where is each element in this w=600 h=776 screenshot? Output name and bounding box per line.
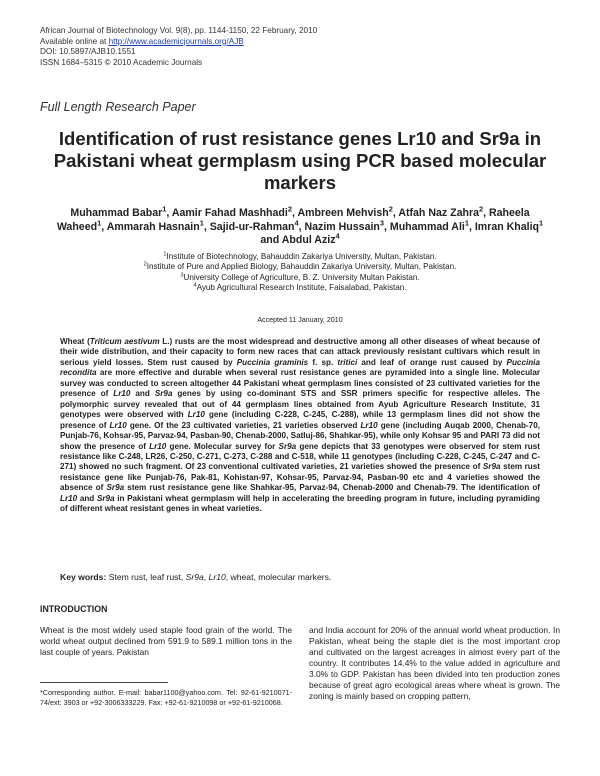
italic-term: Lr10 — [187, 410, 205, 420]
text-segment: and leaf of orange rust caused by — [357, 357, 507, 367]
author-name: Abdul Aziz — [281, 234, 336, 246]
affiliation-text: Institute of Biotechnology, Bahauddin Zakariya University, Multan, Pakistan. — [166, 252, 437, 261]
author-affiliation-number: 4 — [294, 217, 299, 227]
text-segment: f. sp. — [308, 357, 338, 367]
author — [281, 231, 340, 246]
paper-title: Identification of rust resistance genes Lr10 and Sr9a in Pakistani wheat germplasm using PCR based molecular markers — [53, 128, 547, 193]
author — [474, 217, 544, 233]
text-segment: , wheat, molecular markers. — [225, 572, 332, 582]
author — [297, 204, 393, 219]
author-affiliation-number: 1 — [162, 204, 167, 214]
italic-term: Lr10 — [113, 389, 131, 399]
affiliation-text: University College of Agriculture, B. Z. University Multan Pakistan. — [183, 272, 420, 282]
author — [70, 204, 167, 219]
text-segment: genes by using co-dominant STS and SSR primers specific for respective alleles. The polymorphic survey revealed that out of 44 germplasm lines obtained from Ayub Agriculture Research Institute, 31 genotypes were observed with — [60, 389, 540, 420]
author-affiliation-number: 2 — [388, 204, 393, 214]
text-segment: L.) rusts are the most widespread and destructive among all other diseases of wheat because of their wide distribution, and their capacity to form new races that can attack previously resistant cultivars which result in serious yield losses. Stem rust caused by — [60, 337, 541, 367]
availability-line — [40, 37, 317, 48]
text-segment: and — [130, 389, 155, 399]
author-list: Muhammad Babar$^1$, Aamir Fahad Mashhadi$^2$, Ambreen Mehvish$^2$, Atfah Naz Zahra$^2$, Raheela Waheed$^1$, Ammarah Hasnain$^1$, Sajid-ur-Rahman$^4$, Nazim Hussain$^3$, Muhammad Ali$^1$, Imran Khaliq$^1$ and Abdul Aziz$^4$ — [56, 204, 544, 246]
keywords-label: Key words: — [60, 572, 107, 582]
section-heading-introduction: INTRODUCTION — [40, 604, 108, 614]
author-affiliation-number: 4 — [335, 231, 340, 241]
journal-citation: African Journal of Biotechnology Vol. 9(8), pp. 1144-1150, 22 February, 2010 — [40, 26, 318, 35]
keywords — [60, 572, 540, 582]
author-affiliation-number: 2 — [287, 204, 292, 214]
affiliation-list — [40, 252, 560, 293]
author-name: Atfah Naz Zahra — [398, 207, 479, 219]
italic-term: Lr10 — [360, 420, 378, 430]
affiliation — [40, 262, 560, 272]
doi: DOI: 10.5897/AJB10.1551 — [40, 47, 136, 56]
author — [171, 204, 292, 219]
italic-term: tritici — [337, 357, 358, 367]
text-segment: stem rust resistance gene like Shahkar-95, Parvaz-94, Chenab-2000 and Chenab-79. The identification of — [124, 483, 540, 493]
keywords-list — [106, 572, 331, 582]
author-name: Raheela Waheed — [56, 207, 530, 233]
author-affiliation-number: 1 — [539, 217, 544, 227]
intro-left-column: Wheat is the most widely used staple food grain of the world. The world wheat output declined from 591.9 to 589.1 million tons in the last couple of years. Pakistan — [40, 625, 292, 658]
italic-term: Sr9a — [154, 389, 173, 399]
italic-term: Sr9a — [482, 462, 501, 472]
author — [209, 217, 299, 233]
author — [106, 217, 204, 233]
intro-right-column: and India account for 20% of the annual world wheat production. In Pakistan, wheat being the staple diet is the most important crop and cultivated on the largest acreages in almost every part of the country. It contributes 14.4% to the value added in agriculture and 3.0% to GDP. Pakistan has been divided into ten production zones because of great agro ecological areas where wheat is grown. The zoning is mainly based on cropping pattern, — [309, 625, 560, 702]
italic-term: Lr10 — [109, 420, 127, 430]
text-segment: stem rust resistance gene like Punjab-76, Pak-81, Kohistan-97, Kohsar-95, Parvaz-94, Pasban-90 etc and 4 varieties showed the absence of — [60, 462, 540, 493]
italic-term: Lr10 — [149, 441, 167, 451]
italic-term: Puccinia recondita — [60, 357, 540, 378]
author-name: Ambreen Mehvish — [297, 207, 389, 219]
journal-header — [40, 26, 317, 68]
italic-term: Sr9a — [278, 441, 297, 451]
affiliation-number: 2 — [143, 261, 147, 268]
text-segment: in Pakistani wheat germplasm will help in accelerating the breeding program in future, including pyramiding of different wheat resistant genes in wheat varieties. — [60, 493, 540, 514]
corresponding-author-footnote: *Corresponding author. E-mail: babar1100@yahoo.com. Tel: 92-61-9210071-74/ext: 3903 or +92-3006333229. Fax: +92-61-9210098 or +92-61-9210068. — [40, 688, 292, 707]
author-affiliation-number: 1 — [464, 217, 469, 227]
text-segment: gene (including C-228, C-245, C-288), while 13 germplasm lines did not show the presence of — [60, 410, 540, 430]
author-name: Imran Khaliq — [474, 220, 540, 233]
author — [398, 204, 484, 219]
text-segment: gene (including Auqab 2000, Chenab-70, Punjab-76, Kohsar-95, Parvaz-94, Pasban-90, Chenab-2000, Satluj-86, Shahkar-95), while only Kohsar 95 and PARI 73 did not show the presence of — [60, 420, 540, 451]
italic-term: Lr10 — [60, 493, 78, 503]
author-affiliation-number: 1 — [199, 217, 204, 227]
affiliation-text: Institute of Pure and Applied Biology, Bahauddin Zakariya University, Multan, Pakistan. — [146, 262, 457, 272]
author-name: Muhammad Babar — [70, 207, 163, 219]
author-name: Ammarah Hasnain — [106, 220, 200, 233]
author — [304, 217, 384, 233]
author-affiliation-number: 2 — [478, 204, 484, 214]
italic-term: Triticum aestivum — [89, 337, 160, 346]
affiliation-number: 1 — [163, 251, 167, 258]
text-segment: and — [77, 493, 97, 503]
author-name: Aamir Fahad Mashhadi — [171, 207, 288, 219]
text-segment: Stem rust, leaf rust, — [106, 572, 186, 582]
text-segment: gene depicts that 33 genotypes were observed for stem rust resistance like C-248, LR26, C-250, C-271, C-273, C-288 and C-518, while 11 genotypes (including C-228, C-245, C-247 and C-271) showed no such fragment. Of 23 conventional cultivated varieties, 21 varieties showed the presence of — [60, 441, 540, 472]
affiliation — [40, 283, 560, 293]
author-name: Nazim Hussain — [304, 220, 380, 233]
text-segment: , — [203, 572, 209, 582]
issn: ISSN 1684–5315 © 2010 Academic Journals — [40, 57, 203, 67]
text-segment: gene. Of the 23 cultivated varieties, 21 varieties observed — [126, 420, 361, 430]
available-prefix: Available online at — [40, 36, 109, 46]
author — [389, 217, 469, 233]
italic-term: Sr9a — [96, 493, 115, 503]
affiliation-number: 3 — [180, 271, 184, 278]
italic-term: Sr9a — [106, 483, 125, 493]
accepted-date: Accepted 11 January, 2010 — [257, 316, 343, 324]
abstract — [60, 337, 540, 515]
text-segment: Wheat ( — [60, 337, 90, 346]
italic-term: Puccinia graminis — [236, 357, 309, 367]
affiliation — [40, 252, 560, 262]
footnote-divider — [40, 682, 168, 683]
affiliation — [40, 273, 560, 283]
author-name: Muhammad Ali — [389, 220, 465, 233]
text-segment: gene. Molecular survey for — [166, 441, 279, 451]
affiliation-number: 4 — [193, 282, 197, 289]
author-affiliation-number: 3 — [379, 217, 384, 227]
paper-type: Full Length Research Paper — [40, 100, 196, 114]
affiliation-text: Ayub Agricultural Research Institute, Faisalabad, Pakistan. — [196, 282, 407, 292]
italic-term: Lr10 — [208, 572, 226, 582]
text-segment: are more effective and durable when several rust resistance genes are pyramided into a single line. Molecular survey was conducted to screen altogether 44 Pakistani wheat germplasm lines consisted of 23 cultivated varieties for the presence of — [60, 368, 540, 399]
author-name: Sajid-ur-Rahman — [209, 220, 295, 233]
journal-url-link[interactable]: http://www.academicjournals.org/AJB — [108, 36, 244, 46]
italic-term: Sr9a — [185, 572, 204, 582]
author-affiliation-number: 1 — [97, 217, 102, 227]
